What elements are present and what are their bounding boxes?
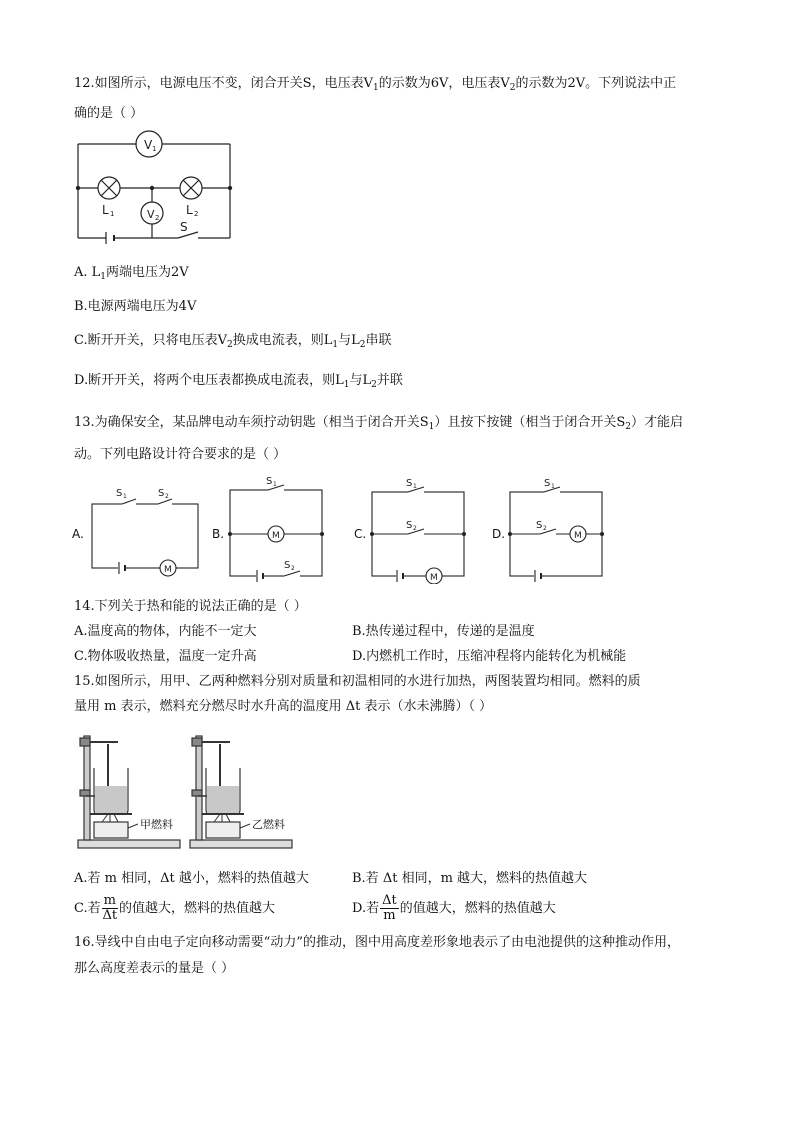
- q15-option-b: B.若 Δt 相同，m 越大，燃料的热值越大: [352, 871, 588, 886]
- q15-fuel-jia-label: 甲燃料: [140, 818, 173, 831]
- svg-text:2: 2: [155, 214, 160, 222]
- q15-option-d: D.若 $\frac{\Delta t}{m}$ 的值越大，燃料的热值越大: [352, 893, 556, 923]
- svg-text:1: 1: [413, 483, 417, 490]
- svg-text:2: 2: [194, 210, 199, 218]
- svg-text:M: M: [574, 531, 582, 541]
- q15-fuel-yi-label: 乙燃料: [252, 818, 285, 831]
- svg-text:L: L: [186, 203, 193, 217]
- q14-option-d: D.内燃机工作时，压缩冲程将内能转化为机械能: [352, 649, 627, 664]
- svg-text:S: S: [544, 478, 551, 489]
- svg-text:M: M: [272, 531, 280, 541]
- svg-text:S: S: [116, 488, 123, 499]
- svg-text:1: 1: [273, 481, 277, 488]
- q15-stem-line1: 15.如图所示，用甲、乙两种燃料分别对质量和初温相同的水进行加热，两图装置均相同。燃料的质: [74, 674, 641, 689]
- q14-option-a: A.温度高的物体，内能不一定大: [74, 624, 257, 639]
- q14-option-c: C.物体吸收热量，温度一定升高: [74, 649, 257, 664]
- q12-voltmeter-v2-icon: [141, 202, 163, 224]
- svg-text:1: 1: [152, 145, 157, 153]
- q15-stem-line2: 量用 m 表示，燃料充分燃尽时水升高的温度用 Δt 表示（水未沸腾）（ ）: [74, 699, 493, 714]
- q12-stem-part-c: 的示数为2V。下列说法中正: [515, 76, 677, 91]
- svg-text:2: 2: [413, 525, 417, 532]
- svg-text:S: S: [284, 560, 291, 571]
- q15-option-c-fraction: $\frac{m}{\Delta t}$: [102, 893, 118, 923]
- q12-battery-icon: [106, 232, 114, 244]
- svg-text:S: S: [266, 476, 273, 487]
- q12-lamp-l1-icon: [98, 177, 120, 218]
- svg-text:S: S: [406, 520, 413, 531]
- svg-text:S: S: [180, 220, 188, 234]
- svg-text:1: 1: [110, 210, 115, 218]
- svg-text:2: 2: [543, 525, 547, 532]
- q12-v2-sub: 2: [509, 83, 516, 93]
- q15-option-c: C.若 $\frac{m}{\Delta t}$ 的值越大，燃料的热值越大: [74, 893, 275, 923]
- q12-stem-line2: 确的是（ ）: [74, 106, 144, 121]
- q12-voltmeter-v1-icon: [136, 131, 162, 157]
- svg-text:S: S: [158, 488, 165, 499]
- q13-circuit-b-label: B.: [212, 527, 225, 541]
- q13-stem-line2: 动。下列电路设计符合要求的是（ ）: [74, 447, 287, 462]
- svg-text:M: M: [164, 565, 172, 575]
- q12-stem-part-b: 的示数为6V，电压表: [378, 76, 501, 91]
- q12-switch-s-icon: [180, 220, 188, 234]
- svg-text:1: 1: [123, 493, 127, 500]
- q12-option-b: B.电源两端电压为4V: [74, 299, 197, 314]
- svg-text:M: M: [430, 573, 438, 583]
- q15-option-d-fraction: $\frac{\Delta t}{m}$: [382, 893, 397, 923]
- q13-circuit-c-label: C.: [354, 527, 367, 541]
- svg-text:V: V: [144, 138, 153, 152]
- svg-text:L: L: [102, 203, 109, 217]
- q12-stem-part-a: 12.如图所示，电源电压不变，闭合开关S，电压表: [74, 76, 364, 91]
- q12-lamp-l2-icon: [180, 177, 202, 218]
- q12-v1-sub: 1: [372, 83, 379, 93]
- svg-text:2: 2: [165, 493, 169, 500]
- q15-option-a: A.若 m 相同，Δt 越小，燃料的热值越大: [74, 871, 309, 886]
- q12-option-a: A. $L_1$两端电压为2V: [74, 265, 189, 282]
- q12-circuit-diagram: [72, 128, 242, 244]
- q13-circuit-d-label: D.: [492, 527, 506, 541]
- q12-v2-symbol: V: [500, 76, 510, 91]
- q14-stem: 14.下列关于热和能的说法正确的是（ ）: [74, 599, 307, 614]
- svg-text:2: 2: [291, 565, 295, 572]
- q12-option-c: C.断开开关，只将电压表$V_2$换成电流表，则$L_1$与$L_2$串联: [74, 333, 392, 350]
- q13-circuits-diagram: [70, 476, 610, 584]
- q12-v1-symbol: V: [363, 76, 373, 91]
- svg-text:S: S: [406, 478, 413, 489]
- q13-stem-line1: 13.为确保安全，某品牌电动车须拧动钥匙（相当于闭合开关$S_1$）且按下按键（相当于闭合开关$S_2$）才能启: [74, 415, 683, 432]
- svg-text:S: S: [536, 520, 543, 531]
- svg-text:V: V: [147, 208, 155, 221]
- svg-text:1: 1: [551, 483, 555, 490]
- q12-stem-line1: [74, 75, 676, 97]
- q16-stem-line2: 那么高度差表示的量是（ ）: [74, 961, 235, 976]
- q12-option-d: D.断开开关，将两个电压表都换成电流表，则$L_1$与$L_2$并联: [74, 373, 403, 390]
- q13-circuit-a-label: A.: [72, 527, 84, 541]
- q16-stem-line1: 16.导线中自由电子定向移动需要“动力”的推动，图中用高度差形象地表示了由电池提供的这种推动作用，: [74, 935, 680, 950]
- q15-apparatus-diagram: [72, 724, 302, 854]
- q14-option-b: B.热传递过程中，传递的是温度: [352, 624, 535, 639]
